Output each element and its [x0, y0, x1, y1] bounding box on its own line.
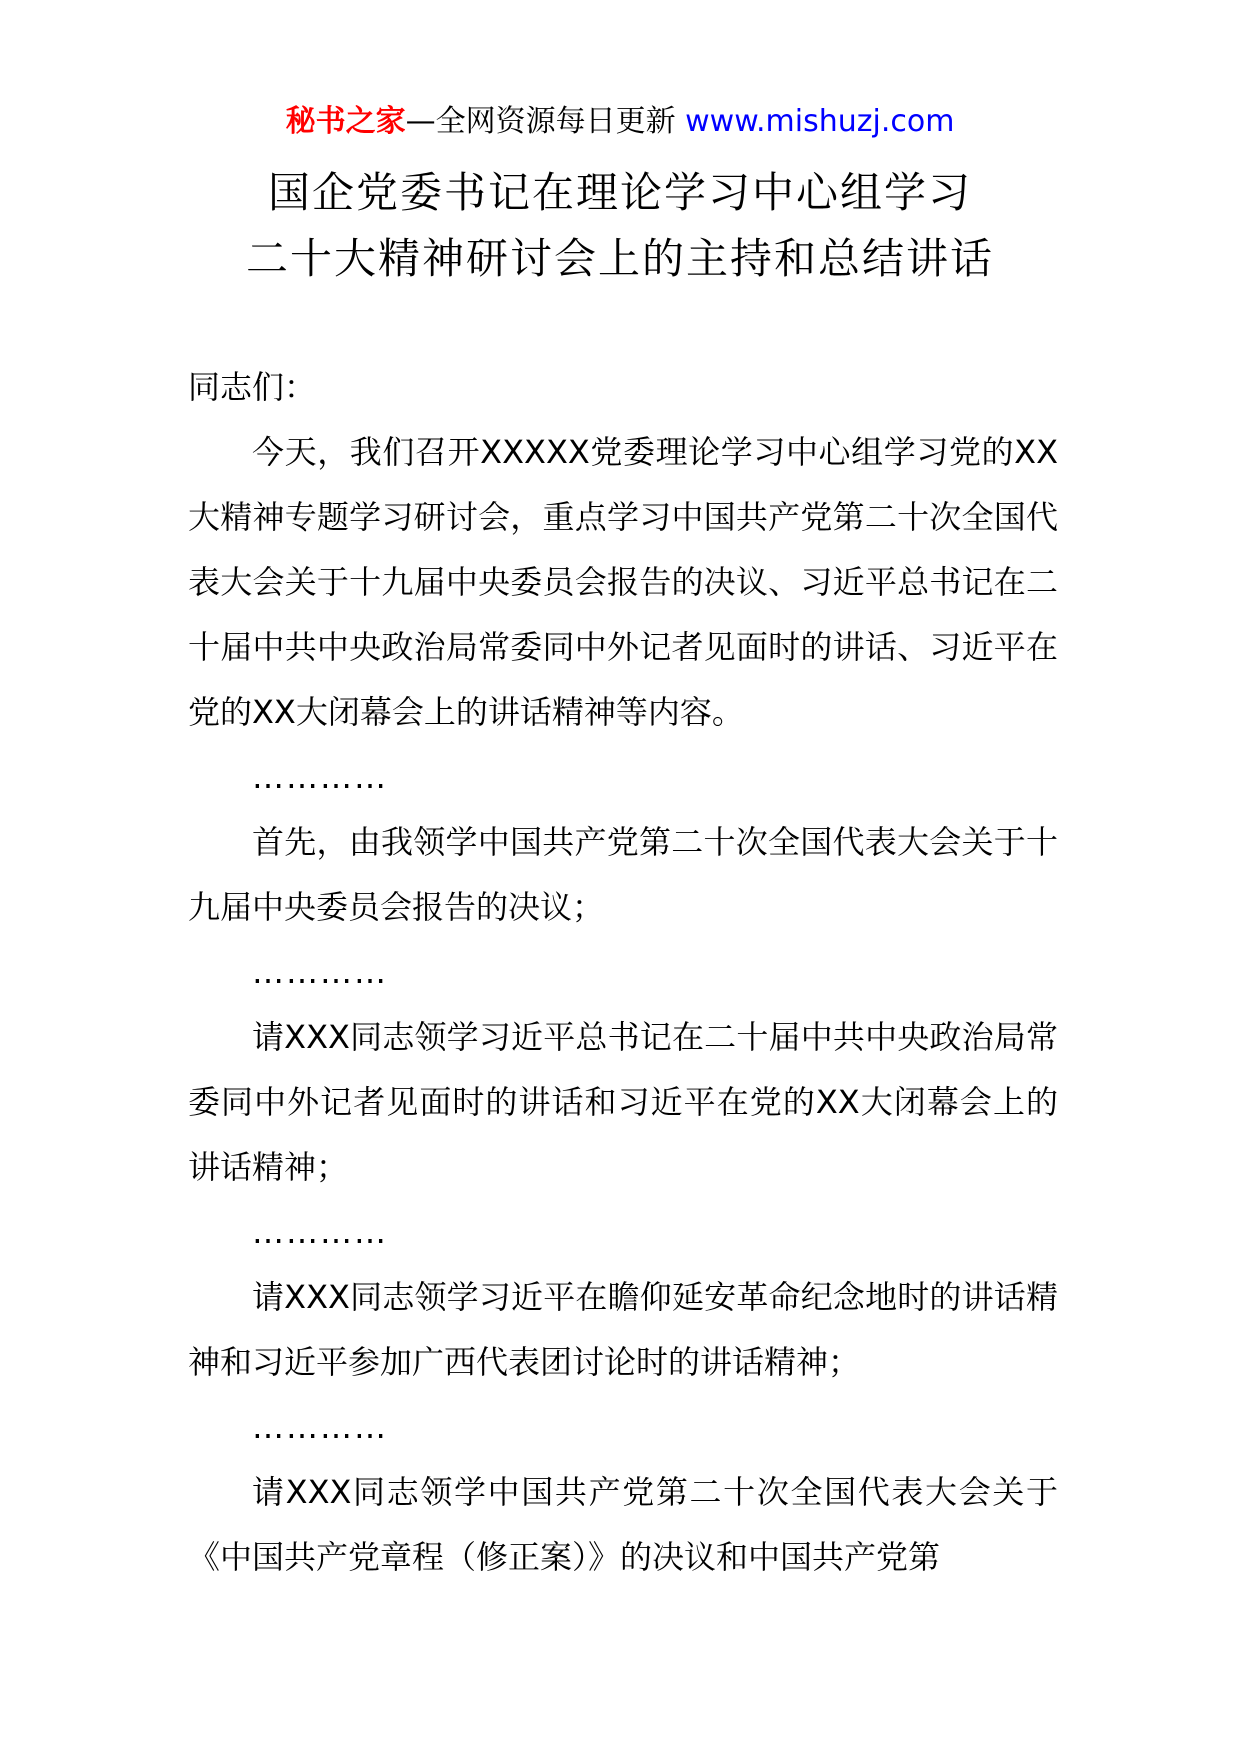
ellipsis-paragraph: ………… — [252, 953, 388, 991]
paragraph-third-study: 请XXX同志领学习近平在瞻仰延安革命纪念地时的讲话精神和习近平参加广西代表团讨论时的讲话精神； — [188, 1278, 1058, 1381]
site-slogan: —全网资源每日更新 — [405, 104, 676, 139]
title-line-2: 二十大精神研讨会上的主持和总结讲话 — [245, 234, 994, 283]
document-title — [0, 160, 1240, 292]
paragraph-opening: 今天，我们召开XXXXX党委理论学习中心组学习党的XX大精神专题学习研讨会，重点学习中国共产党第二十次全国代表大会关于十九届中央委员会报告的决议、习近平总书记在二十届中共中央政治局常委同中外记者见面时的讲话、习近平在党的XX大闭幕会上的讲话精神等内容。 — [188, 433, 1058, 731]
salutation: 同志们： — [188, 368, 317, 406]
document-body — [188, 355, 1058, 1590]
ellipsis-paragraph: ………… — [252, 1408, 388, 1446]
paragraph-fourth-study: 请XXX同志领学中国共产党第二十次全国代表大会关于《中国共产党章程（修正案）》的决议和中国共产党第 — [188, 1473, 1058, 1576]
site-header — [0, 100, 1240, 144]
ellipsis-paragraph: ………… — [252, 758, 388, 796]
site-url: www.mishuzj.com — [685, 104, 955, 139]
paragraph-first-study: 首先，由我领学中国共产党第二十次全国代表大会关于十九届中央委员会报告的决议； — [188, 823, 1058, 926]
brand-name: 秘书之家 — [285, 104, 406, 139]
paragraph-second-study: 请XXX同志领学习近平总书记在二十届中共中央政治局常委同中外记者见面时的讲话和习近平在党的XX大闭幕会上的讲话精神； — [188, 1018, 1058, 1186]
title-line-1: 国企党委书记在理论学习中心组学习 — [267, 168, 972, 217]
ellipsis-paragraph: ………… — [252, 1213, 388, 1251]
